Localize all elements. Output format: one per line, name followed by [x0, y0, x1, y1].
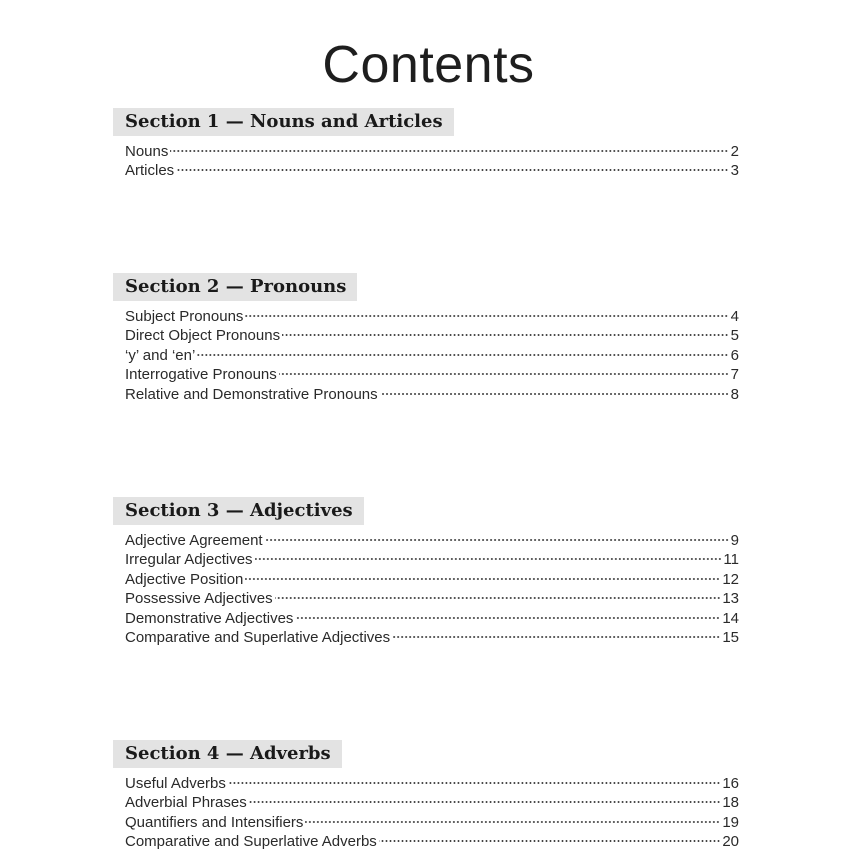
section-3	[113, 497, 739, 647]
dot-leader	[245, 578, 720, 580]
toc-entry[interactable]	[125, 793, 739, 812]
dot-leader	[255, 558, 722, 560]
toc-entry[interactable]	[125, 813, 739, 832]
dot-leader	[245, 315, 728, 317]
dot-leader	[170, 150, 728, 152]
toc-entry[interactable]	[125, 346, 739, 365]
entry-page-number: 12	[722, 570, 739, 588]
dot-leader	[228, 782, 720, 784]
entry-title: Articles	[125, 162, 175, 180]
dot-leader	[279, 373, 729, 375]
section-heading: Section 1 — Nouns and Articles	[113, 108, 454, 136]
entry-title: Subject Pronouns	[125, 308, 244, 325]
dot-leader	[265, 539, 729, 541]
section-entries	[113, 307, 739, 404]
entry-page-number: 11	[723, 551, 739, 569]
entry-page-number: 14	[722, 609, 739, 627]
entry-title: ‘y’ and ‘en’	[125, 346, 196, 364]
entry-title: Possessive Adjectives	[125, 590, 273, 608]
toc-entry[interactable]	[125, 307, 739, 326]
entry-page-number: 13	[722, 590, 739, 608]
toc-entry[interactable]	[125, 385, 739, 404]
entry-page-number: 9	[730, 532, 739, 549]
entry-page-number: 2	[730, 143, 739, 160]
entry-title: Direct Object Pronouns	[125, 327, 281, 345]
entry-title: Demonstrative Adjectives	[125, 609, 294, 627]
dot-leader	[197, 354, 728, 356]
entry-page-number: 5	[730, 327, 739, 345]
toc-entry[interactable]	[125, 550, 739, 569]
entry-title: Nouns	[125, 143, 169, 160]
section-4	[113, 740, 739, 852]
entry-page-number: 19	[722, 813, 739, 831]
entry-title: Relative and Demonstrative Pronouns	[125, 385, 378, 403]
entry-title: Adjective Agreement	[125, 532, 263, 549]
toc-entry[interactable]	[125, 531, 739, 550]
entry-page-number: 8	[730, 385, 739, 403]
entry-title: Quantifiers and Intensifiers	[125, 813, 304, 831]
dot-leader	[379, 840, 721, 842]
dot-leader	[295, 617, 720, 619]
toc-entry[interactable]	[125, 628, 739, 647]
section-heading: Section 2 — Pronouns	[113, 273, 357, 301]
entry-page-number: 15	[722, 628, 739, 646]
entry-title: Interrogative Pronouns	[125, 366, 277, 384]
entry-page-number: 18	[722, 794, 739, 812]
dot-leader	[282, 334, 729, 336]
dot-leader	[380, 393, 729, 395]
section-heading: Section 3 — Adjectives	[113, 497, 364, 525]
entry-page-number: 16	[722, 775, 739, 792]
section-entries	[113, 531, 739, 647]
entry-page-number: 6	[730, 346, 739, 364]
section-entries	[113, 142, 739, 181]
section-1	[113, 108, 739, 181]
dot-leader	[275, 597, 721, 599]
entry-page-number: 4	[730, 308, 739, 325]
page-title: Contents	[322, 35, 535, 94]
section-2	[113, 273, 739, 404]
entry-title: Adjective Position	[125, 570, 244, 588]
entry-title: Comparative and Superlative Adverbs	[125, 833, 377, 851]
entry-title: Comparative and Superlative Adjectives	[125, 628, 391, 646]
entry-title: Useful Adverbs	[125, 775, 226, 792]
toc-entry[interactable]	[125, 326, 739, 345]
section-entries	[113, 774, 739, 852]
toc-entry[interactable]	[125, 774, 739, 793]
dot-leader	[305, 821, 720, 823]
entry-page-number: 7	[730, 366, 739, 384]
toc-entry[interactable]	[125, 365, 739, 384]
entry-title: Adverbial Phrases	[125, 794, 247, 812]
entry-page-number: 20	[722, 833, 739, 851]
toc-entry[interactable]	[125, 142, 739, 161]
toc-entry[interactable]	[125, 609, 739, 628]
toc-entry[interactable]	[125, 161, 739, 180]
section-heading: Section 4 — Adverbs	[113, 740, 342, 768]
dot-leader	[249, 801, 721, 803]
entry-title: Irregular Adjectives	[125, 551, 253, 569]
toc-entry[interactable]	[125, 589, 739, 608]
toc-entry[interactable]	[125, 570, 739, 589]
dot-leader	[176, 169, 728, 171]
dot-leader	[392, 636, 720, 638]
toc-entry[interactable]	[125, 832, 739, 851]
entry-page-number: 3	[730, 162, 739, 180]
